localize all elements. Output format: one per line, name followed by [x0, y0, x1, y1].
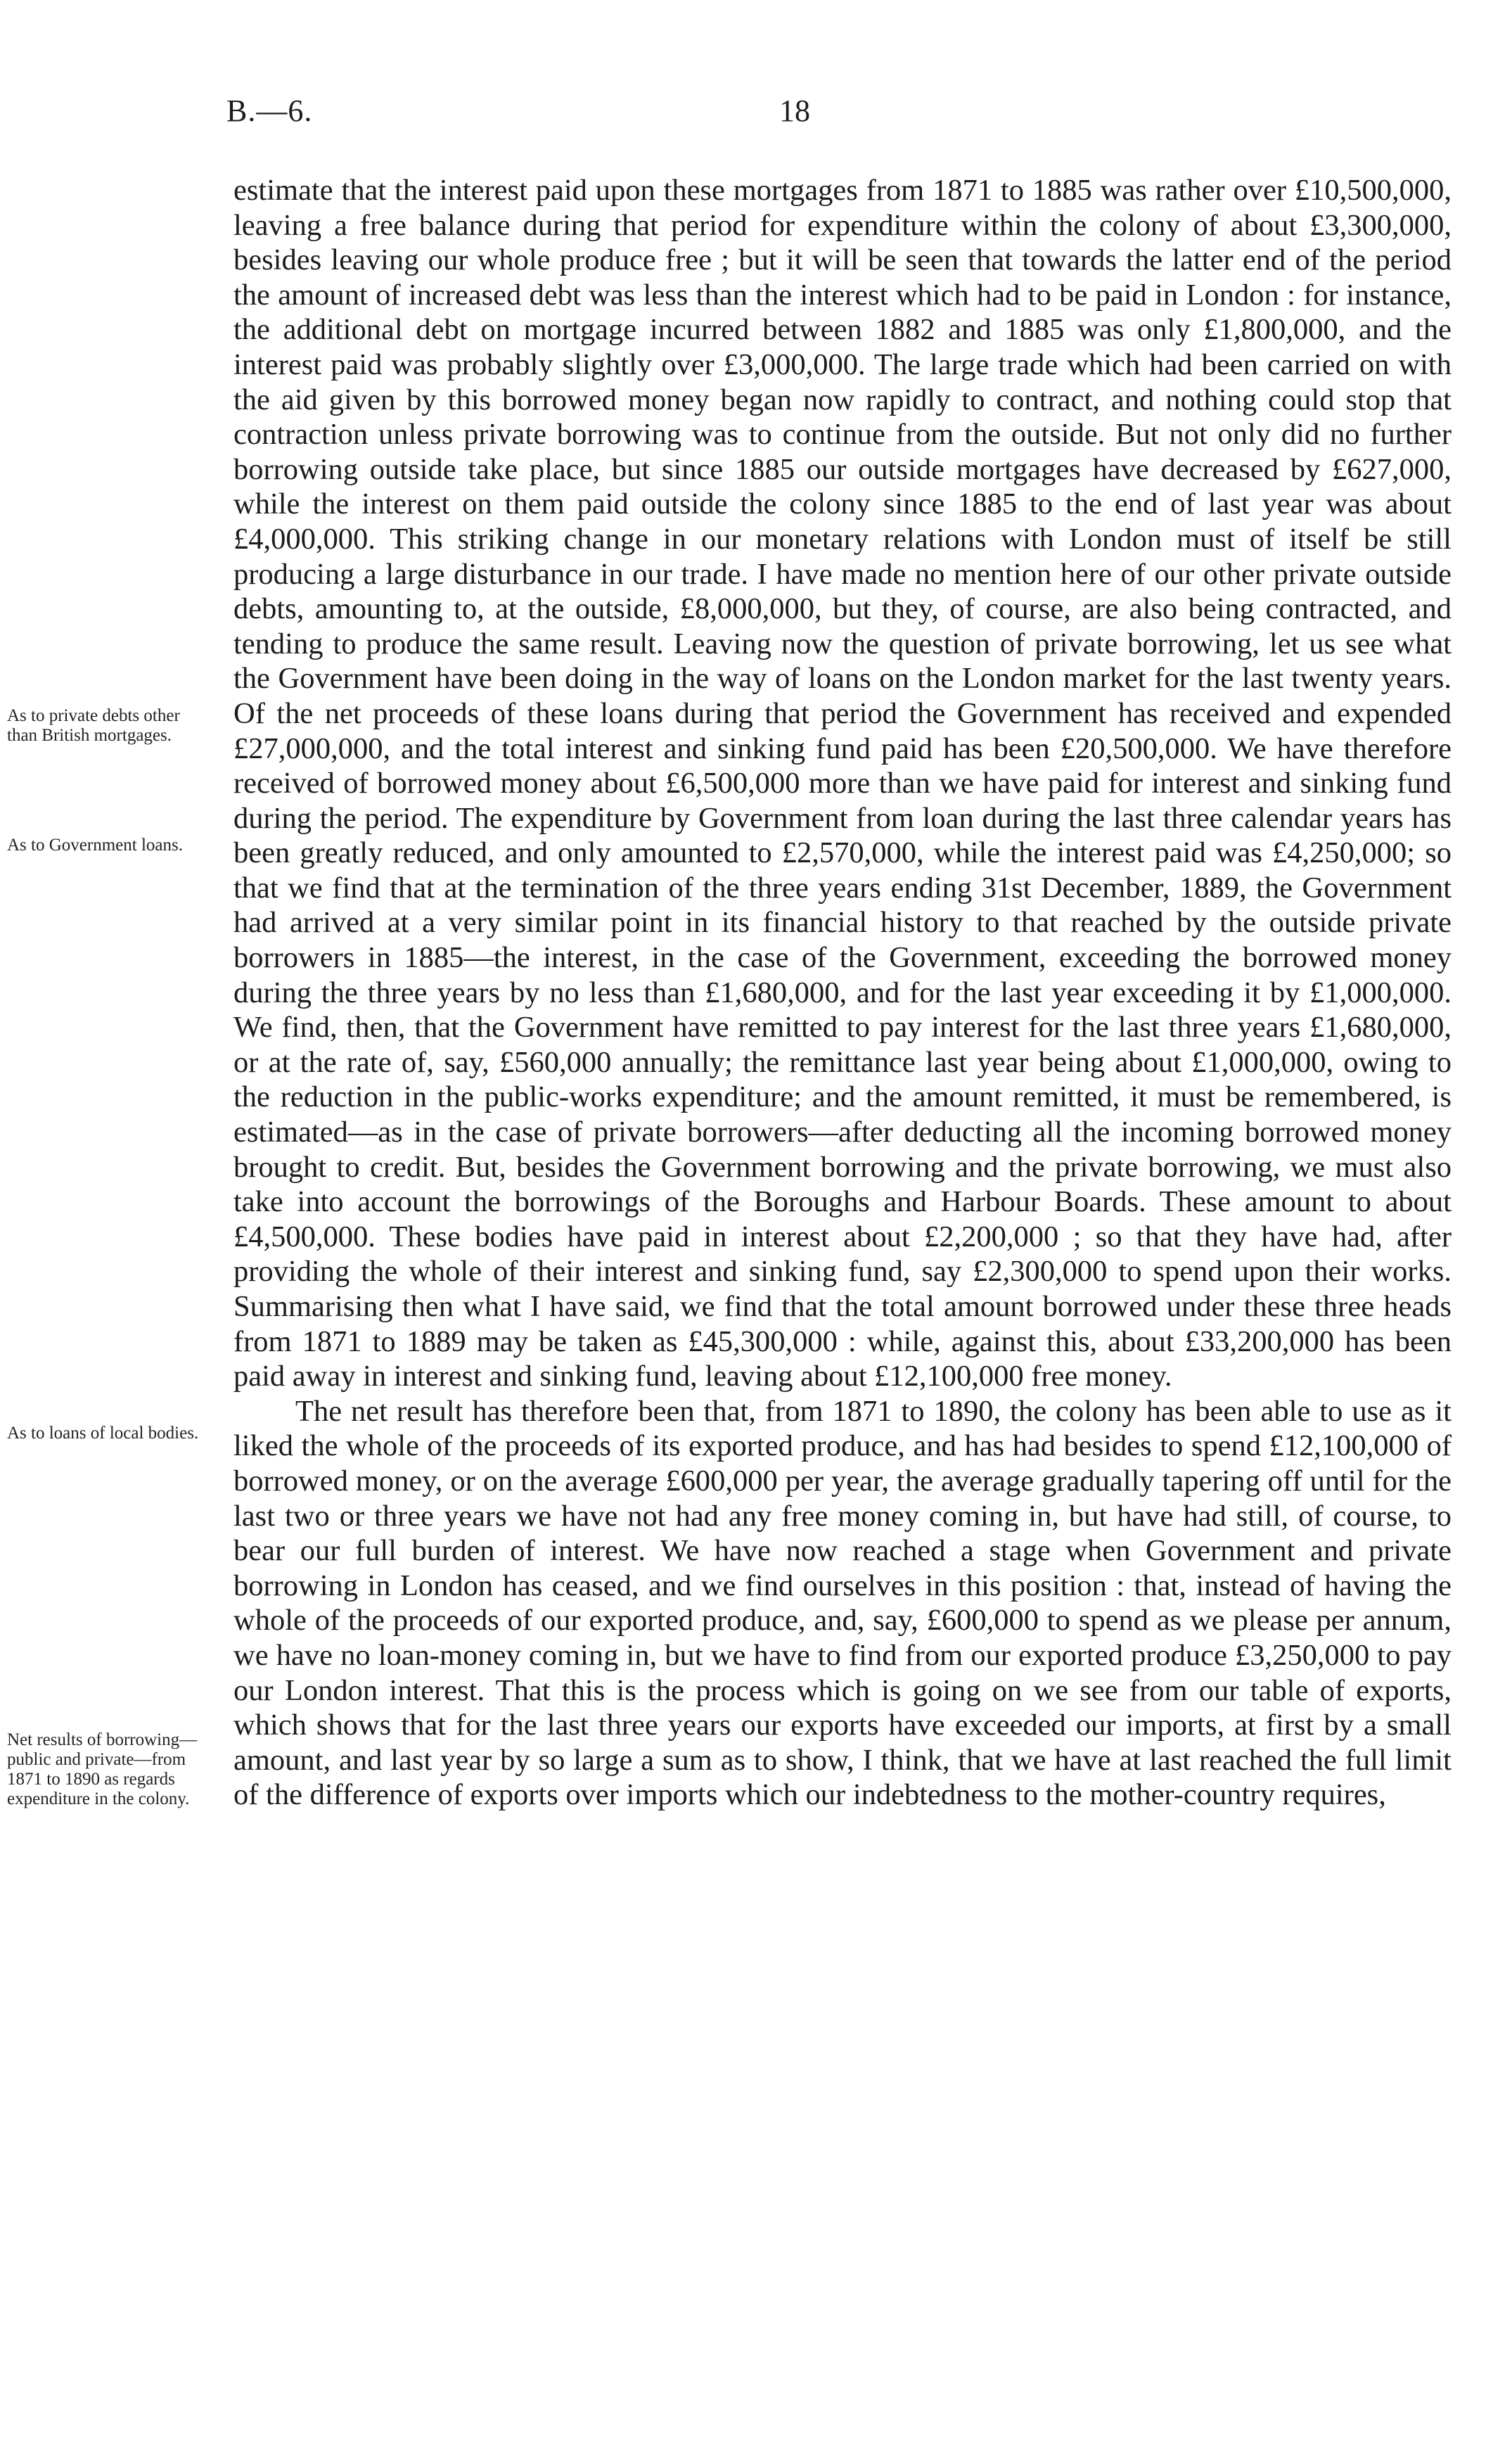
page-number: 18 — [779, 94, 810, 128]
side-note-local-bodies: As to loans of local bodies. — [7, 1424, 199, 1443]
report-reference: B.—6. — [226, 94, 313, 128]
paragraph-2: The net result has therefore been that, from 1871 to 1890, the colony has been able to use as it liked the whole of the proceeds of its exported produce, and has had besides to spend £12,100,000 of borrowed money, or on the average £600,000 per year, the average gradually tapering off until for the last two or three years we have not had any free money coming in, but have had still, of course, to bear our full burden of interest. We have now reached a stage when Government and private borrowing in London has ceased, and we find ourselves in this position : that, instead of having the whole of the proceeds of our exported produce, and, say, £600,000 to spend as we please per annum, we have no loan-money coming in, but we have to find from our exported produce £3,250,000 to pay our London interest. That this is the process which is going on we see from our table of exports, which shows that for the last three years our exports have exceeded our imports, at first by a small amount, and last year by so large a sum as to show, I think, that we have at last reached the full limit of the difference of exports over imports which our indebtedness to the mother-country requires, — [233, 1394, 1452, 1812]
paragraph-1: estimate that the interest paid upon these mortgages from 1871 to 1885 was rather over £10,500,000, leaving a free balance during that period for expenditure within the colony of about £3,300,000, besides leaving our whole produce free ; but it will be seen that towards the latter end of the period the amount of increased debt was less than the interest which had to be paid in London : for instance, the additional debt on mortgage incurred between 1882 and 1885 was only £1,800,000, and the interest paid was probably slightly over £3,000,000. The large trade which had been carried on with the aid given by this borrowed money began now rapidly to contract, and nothing could stop that contraction unless private borrowing was to continue from the outside. But not only did no further borrowing outside take place, but since 1885 our outside mortgages have decreased by £627,000, while the interest on them paid outside the colony since 1885 to the end of last year was about £4,000,000. This striking change in our monetary relations with London must of itself be still producing a large disturbance in our trade. I have made no mention here of our other private outside debts, amounting to, at the outside, £8,000,000, but they, of course, are also being contracted, and tending to produce the same result. Leaving now the question of private borrowing, let us see what the Government have been doing in the way of loans on the London market for the last twenty years. Of the net proceeds of these loans during that period the Government has received and expended £27,000,000, and the total interest and sinking fund paid has been £20,500,000. We have therefore received of borrowed money about £6,500,000 more than we have paid for interest and sinking fund during the period. The expenditure by Government from loan during the last three calendar years has been greatly reduced, and only amounted to £2,570,000, while the interest paid was £4,250,000; so that we find that at the termination of the three years ending 31st December, 1889, the Government had arrived at a very similar point in its financial history to that reached by the outside private borrowers in 1885—the interest, in the case of the Government, exceeding the borrowed money during the three years by no less than £1,680,000, and for the last year exceeding it by £1,000,000. We find, then, that the Government have remitted to pay interest for the last three years £1,680,000, or at the rate of, say, £560,000 annually; the remittance last year being about £1,000,000, owing to the reduction in the public-works expenditure; and the amount remitted, it must be remembered, is estimated—as in the case of private borrowers—after deducting all the incoming borrowed money brought to credit. But, besides the Government borrowing and the private borrowing, we must also take into account the borrowings of the Boroughs and Harbour Boards. These amount to about £4,500,000. These bodies have paid in interest about £2,200,000 ; so that they have had, after providing the whole of their interest and sinking fund, say £2,300,000 to spend upon their works. Summarising then what I have said, we find that the total amount borrowed under these three heads from 1871 to 1889 may be taken as £45,300,000 : while, against this, about £33,200,000 has been paid away in interest and sinking fund, leaving about £12,100,000 free money. — [233, 174, 1452, 1393]
side-note-private-debts: As to private debts other than British mortgages. — [7, 706, 180, 745]
side-note-government-loans: As to Government loans. — [7, 836, 183, 855]
side-note-net-results: Net results of borrowing—public and private—from 1871 to 1890 as regards expenditure in the colony. — [7, 1730, 198, 1808]
body-text — [233, 173, 1452, 1813]
